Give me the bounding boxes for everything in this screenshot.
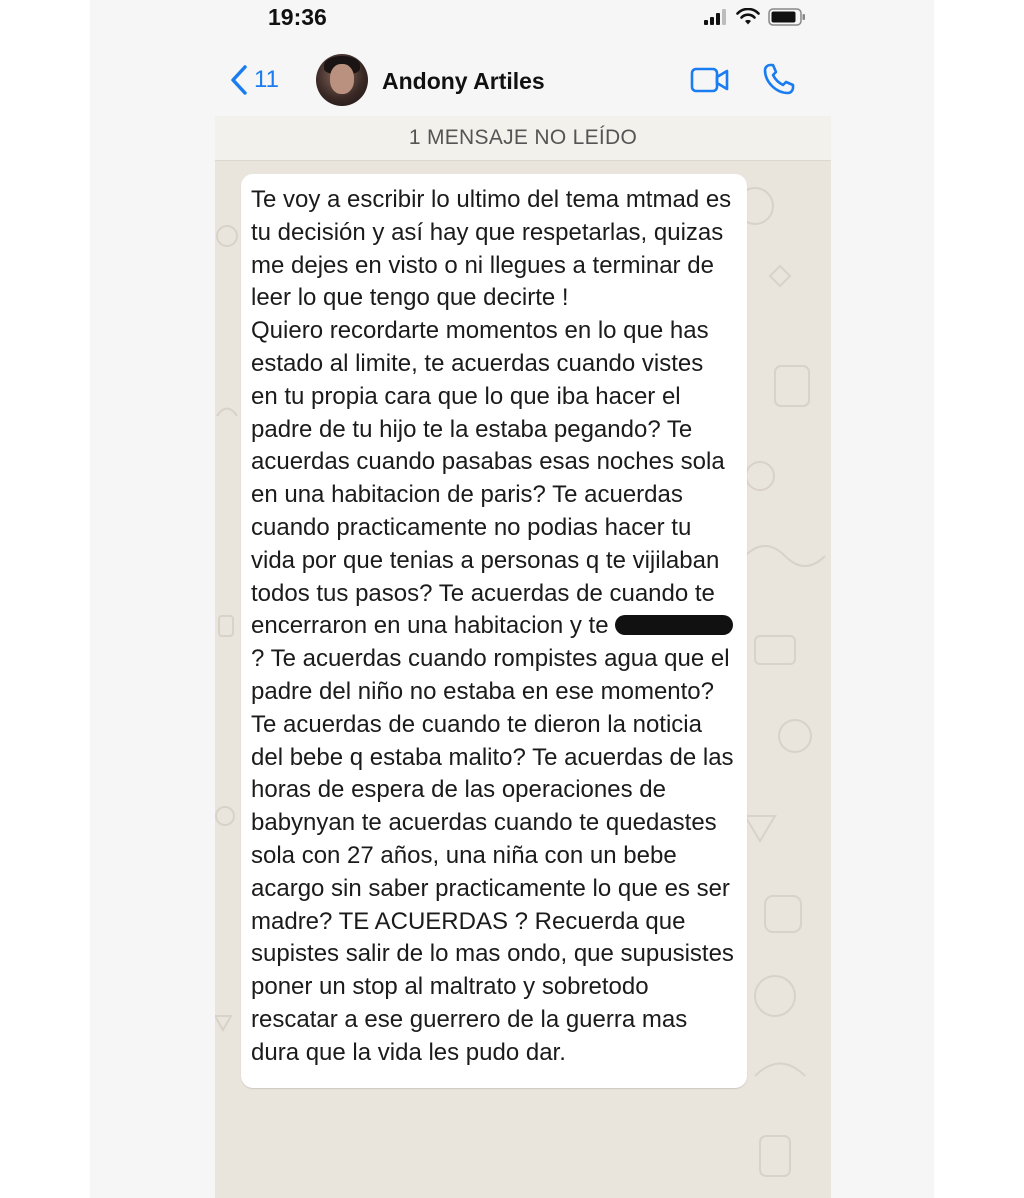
contact-name[interactable]: Andony Artiles	[382, 68, 545, 94]
message-text-part-1: Te voy a escribir lo ultimo del tema mtmad es tu decisión y así hay que respetarlas, quizas me dejes en visto o ni llegues a terminar de leer lo que tengo que decirte ! Quiero recordarte momentos en lo que has estado al limite, te acuerdas cuando vistes en tu propia cara que lo que iba hacer el padre de tu hijo te la estaba pegando? Te acuerdas cuando pasabas esas noches sola en una habitacion de paris? Te acuerdas cuando practicamente no podias hacer tu vida por que tenias a personas q te vijilaban todos tus pasos? Te acuerdas de cuando te encerraron en una habitacion y te	[251, 186, 732, 640]
message-text-part-2: ? Te acuerdas cuando rompistes agua que el padre del niño no estaba en ese momento? Te acuerdas de cuando te dieron la noticia del bebe q estaba malito? Te acuerdas de las horas de espera de las operaciones de babynyan te acuerdas cuando te quedastes sola con 27 años, una niña con un bebe acargo sin saber practicamente lo que es ser madre? TE ACUERDAS ? Recuerda que supistes salir de lo mas ondo, que supusistes poner un stop al maltrato y sobretodo rescatar a ese guerrero de la guerra mas dura que la vida les pudo dar.	[251, 645, 734, 1066]
chat-area[interactable]	[215, 116, 831, 1198]
unread-messages-banner: 1 MENSAJE NO LEÍDO	[215, 116, 831, 161]
redacted-word-mark	[615, 615, 733, 635]
video-camera-icon	[690, 66, 730, 94]
page-margin-left	[0, 0, 90, 1198]
page-margin-right	[934, 0, 1024, 1198]
phone-icon	[762, 62, 796, 96]
wifi-icon	[736, 8, 760, 26]
status-icons	[704, 8, 806, 26]
back-unread-count: 11	[254, 66, 279, 93]
chat-header	[90, 44, 934, 116]
battery-icon	[768, 8, 806, 26]
chevron-left-icon	[230, 64, 248, 96]
voice-call-button[interactable]	[762, 62, 796, 101]
avatar-face	[330, 64, 354, 94]
back-button[interactable]	[230, 64, 279, 96]
signal-icon	[704, 9, 728, 25]
video-call-button[interactable]	[690, 66, 730, 99]
message-bubble[interactable]	[241, 174, 747, 1088]
status-time: 19:36	[268, 4, 327, 30]
status-bar	[90, 0, 934, 44]
avatar[interactable]	[316, 54, 368, 106]
message-text	[251, 184, 735, 1070]
phone-screen	[90, 0, 934, 1198]
